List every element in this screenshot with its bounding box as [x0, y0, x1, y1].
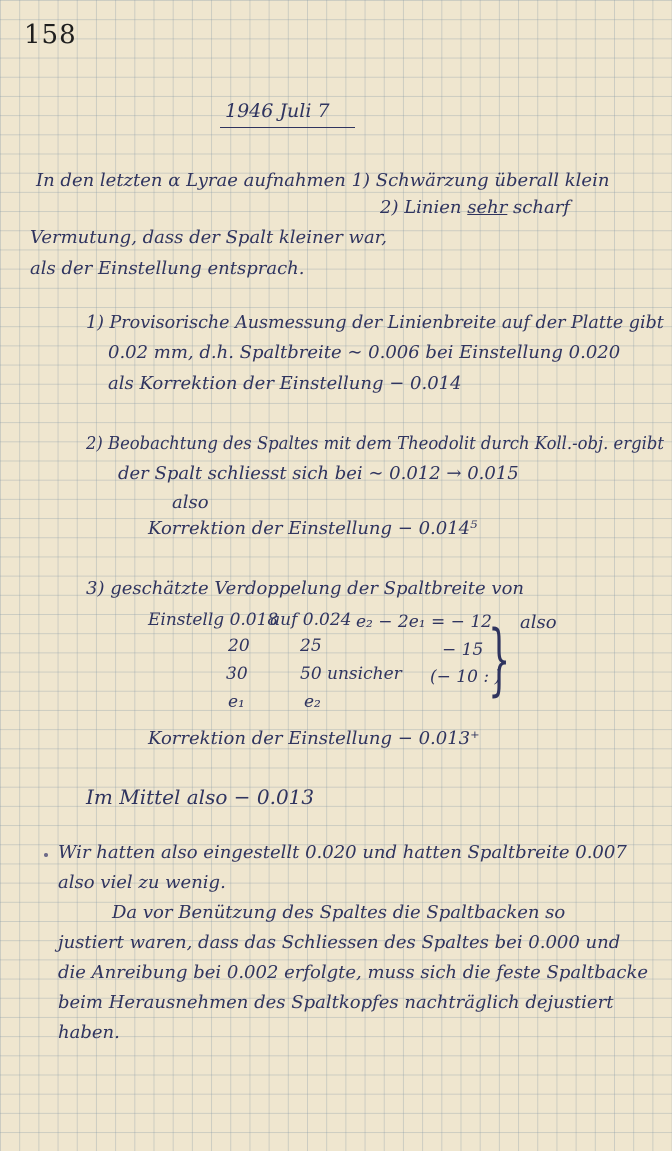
- grouping-brace: }: [488, 615, 511, 705]
- item-1-line-3: als Korrektion der Einstellung − 0.014: [108, 373, 462, 394]
- intro-line-2-prefix: 2) Linien: [380, 197, 468, 218]
- closing-line-5: die Anreibung bei 0.002 erfolgte, muss sich die feste Spaltbacke: [58, 962, 649, 983]
- closing-line-1: Wir hatten also eingestellt 0.020 und hatten Spaltbreite 0.007: [58, 842, 627, 863]
- closing-line-7: haben.: [58, 1022, 120, 1043]
- margin-dot: [44, 853, 48, 857]
- table-row-2-col-b: 25: [300, 636, 322, 656]
- table-row-2-col-c: − 15: [442, 640, 484, 660]
- brace-note: also: [520, 612, 557, 633]
- intro-line-3: Vermutung, dass der Spalt kleiner war,: [30, 227, 388, 248]
- page-number: 158: [24, 20, 77, 50]
- item-1-line-1: 1) Provisorische Ausmessung der Linienbreite auf der Platte gibt: [86, 312, 664, 333]
- table-row-3-col-c: (− 10 : ): [430, 667, 502, 687]
- intro-line-2-suffix: scharf: [507, 197, 570, 218]
- table-row-1-col-b: auf 0.024: [270, 610, 352, 630]
- item-2-line-3: also: [172, 492, 209, 513]
- item-2-line-4: Korrektion der Einstellung − 0.014⁵: [148, 518, 478, 539]
- item-3-result: Korrektion der Einstellung − 0.013⁺: [148, 728, 480, 749]
- closing-line-3: Da vor Benützung des Spaltes die Spaltbacken so: [112, 902, 566, 923]
- item-2-line-2: der Spalt schliesst sich bei ∼ 0.012 → 0.015: [118, 463, 519, 484]
- date-heading: 1946 Juli 7: [225, 100, 330, 122]
- intro-line-4: als der Einstellung entsprach.: [30, 258, 305, 279]
- item-1-line-2: 0.02 mm, d.h. Spaltbreite ∼ 0.006 bei Einstellung 0.020: [108, 342, 621, 363]
- table-row-4-col-b: e₂: [304, 692, 321, 712]
- table-row-2-col-a: 20: [228, 636, 250, 656]
- intro-line-1: In den letzten α Lyrae aufnahmen 1) Schwärzung überall klein: [36, 170, 610, 191]
- table-row-1-col-a: Einstellg 0.018: [148, 610, 279, 630]
- closing-line-4: justiert waren, dass das Schliessen des Spaltes bei 0.000 und: [58, 932, 621, 953]
- table-row-4-col-a: e₁: [228, 692, 245, 712]
- closing-line-2: also viel zu wenig.: [58, 872, 226, 893]
- item-2-line-1: 2) Beobachtung des Spaltes mit dem Theodolit durch Koll.-obj. ergibt: [86, 433, 664, 454]
- table-row-3-col-a: 30: [226, 664, 248, 684]
- date-underline: [220, 127, 355, 128]
- closing-line-6: beim Herausnehmen des Spaltkopfes nachträglich dejustiert: [58, 992, 614, 1013]
- mean-line: Im Mittel also − 0.013: [86, 785, 315, 809]
- intro-line-2: [380, 197, 570, 218]
- item-3-line-1: 3) geschätzte Verdoppelung der Spaltbreite von: [86, 578, 525, 599]
- table-row-1-col-c: e₂ − 2e₁ = − 12: [356, 612, 492, 632]
- intro-underlined-word: sehr: [467, 197, 508, 218]
- table-row-3-col-b: 50 unsicher: [300, 664, 402, 684]
